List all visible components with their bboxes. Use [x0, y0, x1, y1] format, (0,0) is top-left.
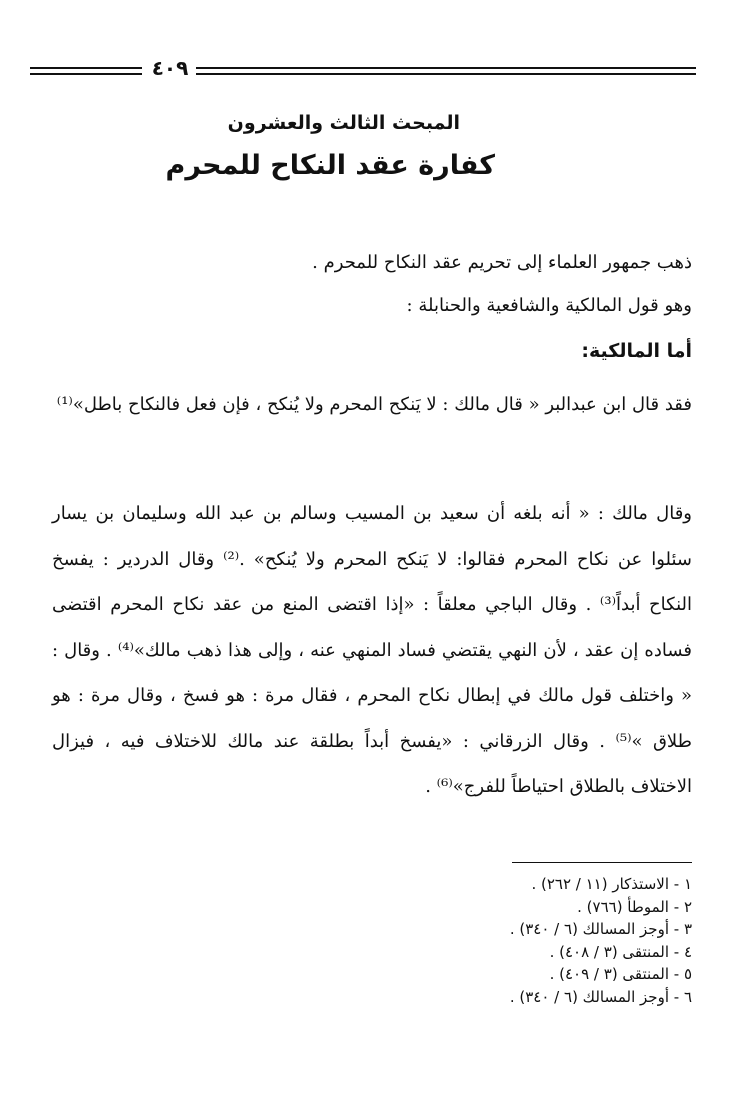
chapter-title: كفارة عقد النكاح للمحرم: [165, 150, 495, 181]
footnotes-list: [392, 873, 692, 1008]
header-rule-left: [30, 67, 142, 69]
header-rule-right: [196, 67, 696, 69]
footnote-item: ٤ - المنتقى (٣ / ٤٠٨) .: [549, 942, 692, 961]
page-header: [30, 56, 696, 80]
footnote-item: ٦ - أوجز المسالك (٦ / ٣٤٠) .: [509, 987, 692, 1006]
paragraph-malik-quotes: وقال مالك : « أنه بلغه أن سعيد بن المسيب وسالم بن عبد الله وسليمان بن يسار سئلوا عن نكاح المحرم فقالوا: لا يَنكح المحرم ولا يُنكح» .⁽²⁾ وقال الدردير : يفسخ النكاح أبداً⁽³⁾ . وقال الباجي معلقاً : «إذا اقتضى المنع من عقد نكاح المحرم اقتضى فساده إن عقد ، لأن النهي يقتضي فساد المنهي عنه ، وإلى هذا ذهب مالك»⁽⁴⁾ . وقال : « واختلف قول مالك في إبطال نكاح المحرم ، فقال مرة : هو فسخ ، وقال مرة : هو طلاق »⁽⁵⁾ . وقال الزرقاني : «يفسخ أبداً بطلقة عند مالك للاختلاف فيه ، فيزال الاختلاف بالطلاق احتياطاً للفرج»⁽⁶⁾ .: [52, 503, 693, 797]
intro-paragraph-2: وهو قول المالكية والشافعية والحنابلة :: [406, 295, 692, 316]
paragraph-ibn-abdulbarr: فقد قال ابن عبدالبر « قال مالك : لا يَنكح المحرم ولا يُنكح ، فإن فعل فالنكاح باطل»⁽¹⁾: [56, 394, 692, 415]
page-number: ٤٠٩: [151, 56, 189, 80]
section-heading-malikiyya: أما المالكية:: [581, 340, 692, 362]
chapter-subtitle: المبحث الثالث والعشرون: [227, 112, 460, 134]
footnote-item: ٣ - أوجز المسالك (٦ / ٣٤٠) .: [509, 920, 692, 938]
footnote-separator: [512, 862, 692, 863]
footnote-item: ٥ - المنتقى (٣ / ٤٠٩) .: [549, 965, 692, 983]
footnote-item: ١ - الاستذكار (١١ / ٢٦٢) .: [531, 875, 692, 893]
footnote-item: ٢ - الموطأ (٧٦٦) .: [577, 897, 692, 916]
intro-paragraph-1: ذهب جمهور العلماء إلى تحريم عقد النكاح للمحرم .: [312, 252, 692, 273]
